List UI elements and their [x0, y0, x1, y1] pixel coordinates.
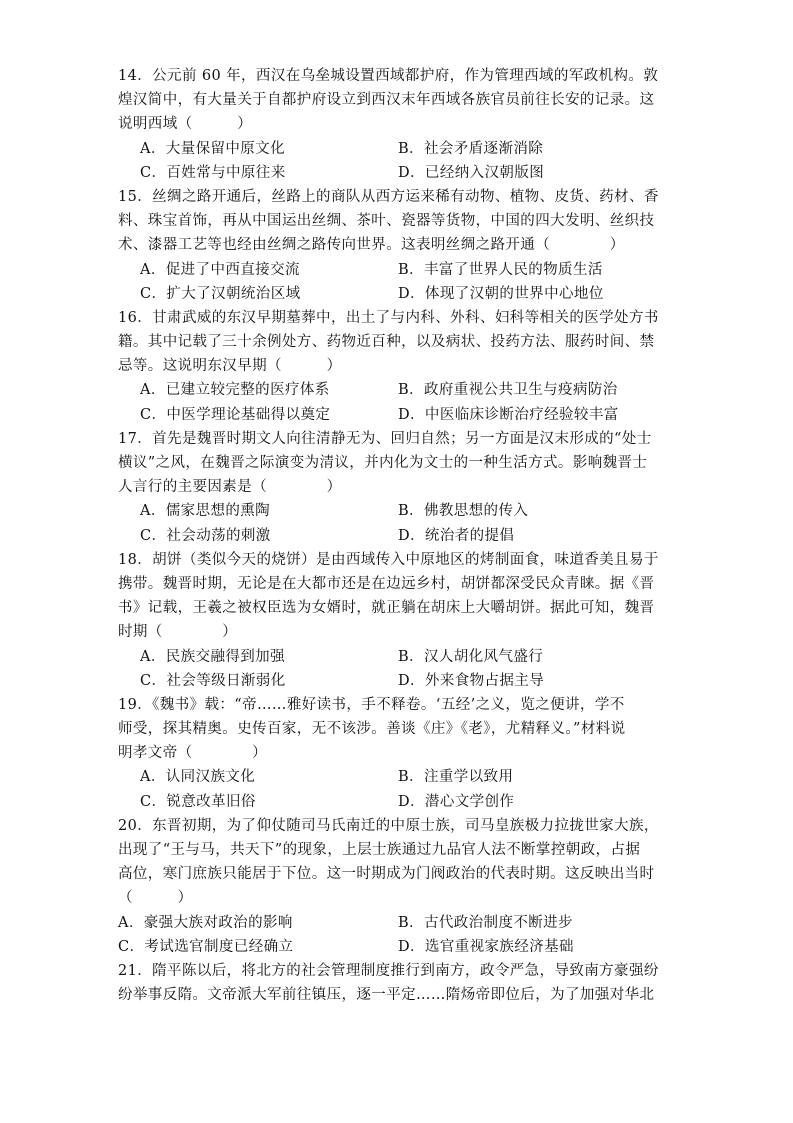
- question-stem-line: 说明西域（ ）: [118, 116, 253, 133]
- answer-option[interactable]: C．考试选官制度已经确立: [118, 938, 294, 955]
- answer-option[interactable]: D．潜心文学创作: [398, 793, 515, 810]
- answer-option[interactable]: C．扩大了汉朝统治区域: [140, 285, 301, 302]
- option-row: [118, 499, 678, 523]
- answer-option[interactable]: C．社会动荡的刺激: [140, 527, 271, 544]
- option-row: [118, 911, 678, 935]
- question-stem-line: 21．隋平陈以后，将北方的社会管理制度推行到南方，政令严急，导致南方豪强纷: [118, 962, 659, 979]
- answer-option[interactable]: C．百姓常与中原往来: [140, 164, 286, 181]
- question-stem-line: 16．甘肃武威的东汉早期墓葬中，出土了与内科、外科、妇科等相关的医学处方书: [118, 309, 659, 326]
- answer-option[interactable]: C．锐意改革旧俗: [140, 793, 256, 810]
- question-block: [118, 959, 678, 1007]
- question-block: [118, 64, 678, 185]
- answer-option[interactable]: B．古代政治制度不断进步: [398, 914, 573, 931]
- question-stem-line: 高位，寒门庶族只能居于下位。这一时期成为门阀政治的代表时期。这反映出当时: [118, 866, 655, 883]
- question-stem-line: 17．首先是魏晋时期文人向往清静无为、回归自然；另一方面是汉末形成的“处士: [118, 430, 652, 447]
- answer-option[interactable]: B．汉人胡化风气盛行: [398, 648, 544, 665]
- question-stem-line: 携带。魏晋时期，无论是在大都市还是在边远乡村，胡饼都深受民众青睐。据《晋: [118, 575, 655, 592]
- answer-option[interactable]: C．中医学理论基础得以奠定: [140, 406, 331, 423]
- option-row: [118, 258, 678, 282]
- question-stem-line: 料、珠宝首饰，再从中国运出丝绸、茶叶、瓷器等货物，中国的四大发明、丝织技: [118, 213, 655, 230]
- question-stem-line: 时期（ ）: [118, 624, 238, 641]
- answer-option[interactable]: A．儒家思想的熏陶: [140, 503, 271, 520]
- option-row: [118, 403, 678, 427]
- answer-option[interactable]: D．中医临床诊断治疗经验较丰富: [398, 406, 619, 423]
- question-stem-line: 术、漆器工艺等也经由丝绸之路传向世界。这表明丝绸之路开通（ ）: [118, 237, 625, 254]
- question-stem-line: 18．胡饼（类似今天的烧饼）是由西域传入中原地区的烤制面食，味道香美且易于: [118, 551, 659, 568]
- question-stem-line: 忌等。这说明东汉早期（ ）: [118, 358, 342, 375]
- option-row: [118, 161, 678, 185]
- question-stem-line: 明孝文帝（ ）: [118, 745, 267, 762]
- answer-option[interactable]: A．认同汉族文化: [140, 769, 256, 786]
- question-stem-line: 人言行的主要因素是（ ）: [118, 479, 342, 496]
- option-row: [118, 137, 678, 161]
- answer-option[interactable]: D．已经纳入汉朝版图: [398, 164, 545, 181]
- option-row: [118, 765, 678, 789]
- answer-option[interactable]: B．注重学以致用: [398, 769, 514, 786]
- option-row: [118, 935, 678, 959]
- question-stem-line: 出现了“王与马，共天下”的现象，上层士族通过九品官人法不断掌控朝政，占据: [118, 842, 641, 858]
- answer-option[interactable]: B．佛教思想的传入: [398, 503, 529, 520]
- question-block: [118, 548, 678, 693]
- question-stem-line: 煌汉简中，有大量关于自都护府设立到西汉末年西域各族官员前往长安的记录。这: [118, 92, 655, 109]
- answer-option[interactable]: A．民族交融得到加强: [140, 648, 285, 665]
- option-row: [118, 790, 678, 814]
- answer-option[interactable]: D．选官重视家族经济基础: [398, 938, 574, 955]
- question-block: [118, 185, 678, 306]
- answer-option[interactable]: B．政府重视公共卫生与疫病防治: [398, 382, 618, 399]
- question-stem-line: 书》记载，王羲之被权臣选为女婿时，就正躺在胡床上大嚼胡饼。据此可知，魏晋: [118, 600, 655, 617]
- answer-option[interactable]: A．大量保留中原文化: [140, 140, 285, 157]
- question-block: [118, 427, 678, 548]
- answer-option[interactable]: A．已建立较完整的医疗体系: [140, 382, 330, 399]
- option-row: [118, 645, 678, 669]
- answer-option[interactable]: C．社会等级日渐弱化: [140, 672, 286, 689]
- option-row: [118, 524, 678, 548]
- option-row: [118, 378, 678, 402]
- option-row: [118, 282, 678, 306]
- answer-option[interactable]: D．外来食物占据主导: [398, 672, 545, 689]
- answer-option[interactable]: A．豪强大族对政治的影响: [118, 914, 293, 931]
- option-row: [118, 669, 678, 693]
- question-block: [118, 693, 678, 814]
- question-stem-line: 师受，探其精奥。史传百家，无不该涉。善谈《庄》《老》，尤精释义。”材料说: [118, 721, 626, 738]
- answer-option[interactable]: B．社会矛盾逐渐消除: [398, 140, 544, 157]
- question-block: [118, 306, 678, 427]
- answer-option[interactable]: B．丰富了世界人民的物质生活: [398, 261, 603, 278]
- answer-option[interactable]: D．体现了汉朝的世界中心地位: [398, 285, 604, 302]
- question-stem-line: 19．《魏书》载：“帝……雅好读书，手不释卷。‘五经’之义，览之便讲，学不: [118, 696, 625, 713]
- answer-option[interactable]: A．促进了中西直接交流: [140, 261, 300, 278]
- question-page: [118, 64, 678, 1007]
- question-stem-line: （ ）: [118, 890, 193, 907]
- question-stem-line: 15．丝绸之路开通后，丝路上的商队从西方运来稀有动物、植物、皮货、药材、香: [118, 188, 659, 205]
- question-stem-line: 籍。其中记载了三十余例处方、药物近百种，以及病状、投药方法、服药时间、禁: [118, 334, 655, 351]
- answer-option[interactable]: D．统治者的提倡: [398, 527, 515, 544]
- question-stem-line: 横议”之风，在魏晋之际演变为清议，并内化为文士的一种生活方式。影响魏晋士: [118, 455, 648, 471]
- question-block: [118, 814, 678, 959]
- question-stem-line: 14．公元前 60 年，西汉在乌垒城设置西域都护府，作为管理西域的军政机构。敦: [118, 68, 659, 84]
- question-stem-line: 20．东晋初期，为了仰仗随司马氏南迁的中原士族，司马皇族极力拉拢世家大族，: [118, 817, 659, 834]
- question-stem-line: 纷举事反隋。文帝派大军前往镇压，逐一平定……隋炀帝即位后，为了加强对华北: [118, 987, 655, 1004]
